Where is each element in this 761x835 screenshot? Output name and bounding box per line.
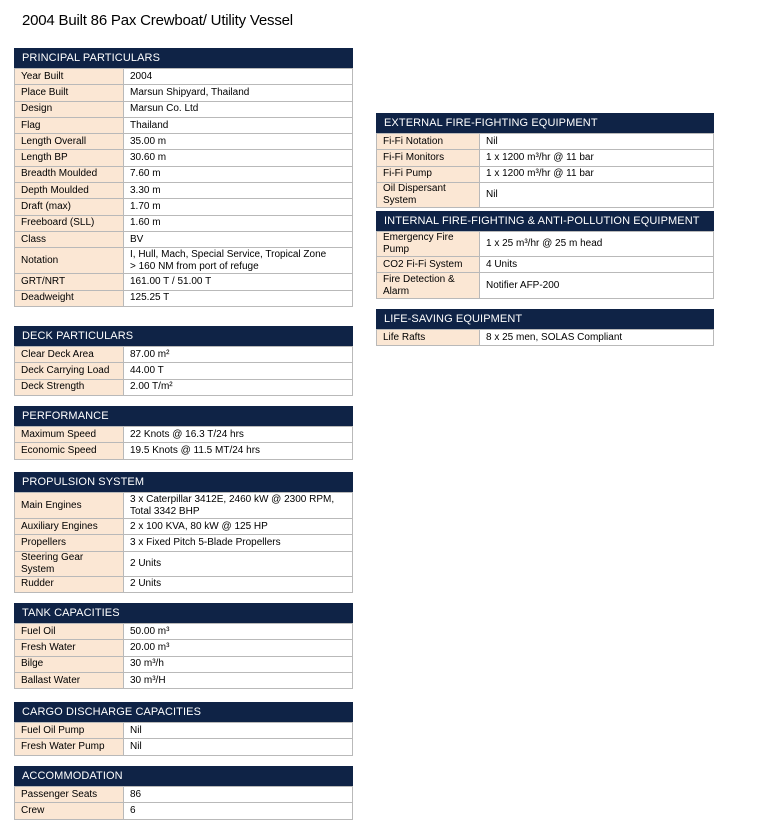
spec-label: Steering Gear System [15, 551, 124, 576]
section-heading: INTERNAL FIRE-FIGHTING & ANTI-POLLUTION EQUIPMENT [376, 211, 714, 231]
section-heading: CARGO DISCHARGE CAPACITIES [14, 702, 353, 722]
internal-fire-fighting-section [376, 211, 714, 299]
section-heading: TANK CAPACITIES [14, 603, 353, 623]
table-row [377, 150, 714, 166]
cargo-discharge-section [14, 702, 353, 756]
spec-value: I, Hull, Mach, Special Service, Tropical Zone > 160 NM from port of refuge [124, 248, 353, 274]
spec-label: Bilge [15, 656, 124, 672]
table-row [15, 672, 353, 688]
spec-label: Breadth Moulded [15, 166, 124, 182]
spec-label: Fi-Fi Monitors [377, 150, 480, 166]
spec-table [14, 346, 353, 396]
spec-value: 8 x 25 men, SOLAS Compliant [480, 330, 714, 346]
table-row [15, 723, 353, 739]
spec-value: 125.25 T [124, 290, 353, 306]
spec-value: 3 x Caterpillar 3412E, 2460 kW @ 2300 RPM, Total 3342 BHP [124, 493, 353, 519]
table-row [15, 215, 353, 231]
spec-value: 2.00 T/m² [124, 379, 353, 395]
spec-value: 30.60 m [124, 150, 353, 166]
spec-value: 50.00 m³ [124, 624, 353, 640]
spec-value: Nil [124, 739, 353, 755]
spec-label: Fresh Water Pump [15, 739, 124, 755]
spec-value: 2 Units [124, 576, 353, 592]
spec-value: 1.70 m [124, 199, 353, 215]
spec-value: BV [124, 231, 353, 247]
spec-label: Place Built [15, 85, 124, 101]
table-row [15, 551, 353, 576]
life-saving-section [376, 309, 714, 346]
spec-label: Main Engines [15, 493, 124, 519]
spec-value: 22 Knots @ 16.3 T/24 hrs [124, 427, 353, 443]
spec-label: Fire Detection & Alarm [377, 273, 480, 299]
spec-label: Economic Speed [15, 443, 124, 459]
spec-label: Ballast Water [15, 672, 124, 688]
spec-value: 20.00 m³ [124, 640, 353, 656]
spec-label: Fuel Oil [15, 624, 124, 640]
spec-label: Passenger Seats [15, 787, 124, 803]
performance-section [14, 406, 353, 460]
section-heading: LIFE-SAVING EQUIPMENT [376, 309, 714, 329]
table-row [15, 85, 353, 101]
spec-label: Oil Dispersant System [377, 182, 480, 207]
spec-value: 19.5 Knots @ 11.5 MT/24 hrs [124, 443, 353, 459]
spec-label: Draft (max) [15, 199, 124, 215]
table-row [15, 183, 353, 199]
table-row [15, 117, 353, 133]
spec-label: Crew [15, 803, 124, 819]
spec-label: Fi-Fi Pump [377, 166, 480, 182]
table-row [15, 134, 353, 150]
spec-label: Clear Deck Area [15, 347, 124, 363]
spec-value: Nil [480, 134, 714, 150]
table-row [15, 231, 353, 247]
spec-label: Year Built [15, 69, 124, 85]
spec-value: 2 x 100 KVA, 80 kW @ 125 HP [124, 519, 353, 535]
table-row [15, 363, 353, 379]
table-row [15, 519, 353, 535]
table-row [15, 787, 353, 803]
table-row [15, 290, 353, 306]
spec-value: 4 Units [480, 257, 714, 273]
section-heading: PROPULSION SYSTEM [14, 472, 353, 492]
spec-value: Marsun Shipyard, Thailand [124, 85, 353, 101]
spec-value: 3 x Fixed Pitch 5-Blade Propellers [124, 535, 353, 551]
spec-value: 2004 [124, 69, 353, 85]
table-row [15, 803, 353, 819]
spec-table [14, 68, 353, 307]
spec-value: 2 Units [124, 551, 353, 576]
table-row [377, 330, 714, 346]
spec-value: 30 m³/H [124, 672, 353, 688]
table-row [15, 166, 353, 182]
spec-value: Notifier AFP-200 [480, 273, 714, 299]
accommodation-section [14, 766, 353, 820]
spec-value: 161.00 T / 51.00 T [124, 274, 353, 290]
tank-capacities-section [14, 603, 353, 689]
spec-label: Emergency Fire Pump [377, 232, 480, 257]
spec-value: 1 x 25 m³/hr @ 25 m head [480, 232, 714, 257]
table-row [15, 576, 353, 592]
table-row [15, 656, 353, 672]
table-row [15, 379, 353, 395]
spec-label: Length Overall [15, 134, 124, 150]
spec-value: Nil [124, 723, 353, 739]
table-row [15, 274, 353, 290]
spec-value: 3.30 m [124, 183, 353, 199]
table-row [15, 150, 353, 166]
spec-value: 30 m³/h [124, 656, 353, 672]
spec-value: 6 [124, 803, 353, 819]
section-heading: DECK PARTICULARS [14, 326, 353, 346]
spec-label: Flag [15, 117, 124, 133]
table-row [377, 273, 714, 299]
spec-label: Fresh Water [15, 640, 124, 656]
table-row [15, 248, 353, 274]
table-row [15, 640, 353, 656]
table-row [15, 427, 353, 443]
principal-particulars-section [14, 48, 353, 307]
spec-label: Length BP [15, 150, 124, 166]
section-heading: PERFORMANCE [14, 406, 353, 426]
spec-value: 1 x 1200 m³/hr @ 11 bar [480, 150, 714, 166]
table-row [15, 493, 353, 519]
spec-value: 1.60 m [124, 215, 353, 231]
spec-value: 7.60 m [124, 166, 353, 182]
spec-label: Design [15, 101, 124, 117]
section-heading: EXTERNAL FIRE-FIGHTING EQUIPMENT [376, 113, 714, 133]
spec-table [14, 426, 353, 460]
spec-label: GRT/NRT [15, 274, 124, 290]
external-fire-fighting-section [376, 113, 714, 208]
table-row [15, 199, 353, 215]
spec-label: Life Rafts [377, 330, 480, 346]
spec-label: Propellers [15, 535, 124, 551]
spec-label: Deck Carrying Load [15, 363, 124, 379]
spec-label: Maximum Speed [15, 427, 124, 443]
deck-particulars-section [14, 326, 353, 396]
spec-label: Fi-Fi Notation [377, 134, 480, 150]
spec-table [14, 722, 353, 756]
section-heading: PRINCIPAL PARTICULARS [14, 48, 353, 68]
table-row [15, 535, 353, 551]
spec-label: Freeboard (SLL) [15, 215, 124, 231]
spec-label: Notation [15, 248, 124, 274]
spec-label: CO2 Fi-Fi System [377, 257, 480, 273]
spec-value: 35.00 m [124, 134, 353, 150]
spec-label: Class [15, 231, 124, 247]
table-row [15, 101, 353, 117]
table-row [15, 624, 353, 640]
spec-value: 86 [124, 787, 353, 803]
spec-value: Nil [480, 182, 714, 207]
spec-table [376, 133, 714, 208]
spec-label: Auxiliary Engines [15, 519, 124, 535]
table-row [15, 443, 353, 459]
spec-table [14, 623, 353, 689]
spec-label: Deck Strength [15, 379, 124, 395]
spec-value: 44.00 T [124, 363, 353, 379]
table-row [15, 347, 353, 363]
table-row [15, 69, 353, 85]
spec-table [14, 786, 353, 820]
table-row [377, 257, 714, 273]
spec-table [14, 492, 353, 593]
table-row [15, 739, 353, 755]
spec-label: Depth Moulded [15, 183, 124, 199]
propulsion-system-section [14, 472, 353, 593]
spec-label: Fuel Oil Pump [15, 723, 124, 739]
table-row [377, 232, 714, 257]
spec-label: Deadweight [15, 290, 124, 306]
table-row [377, 134, 714, 150]
spec-value: 1 x 1200 m³/hr @ 11 bar [480, 166, 714, 182]
table-row [377, 166, 714, 182]
spec-value: Marsun Co. Ltd [124, 101, 353, 117]
document-title: 2004 Built 86 Pax Crewboat/ Utility Vessel [22, 12, 293, 29]
spec-table [376, 329, 714, 346]
section-heading: ACCOMMODATION [14, 766, 353, 786]
spec-value: 87.00 m² [124, 347, 353, 363]
spec-label: Rudder [15, 576, 124, 592]
table-row [377, 182, 714, 207]
spec-value: Thailand [124, 117, 353, 133]
spec-table [376, 231, 714, 299]
